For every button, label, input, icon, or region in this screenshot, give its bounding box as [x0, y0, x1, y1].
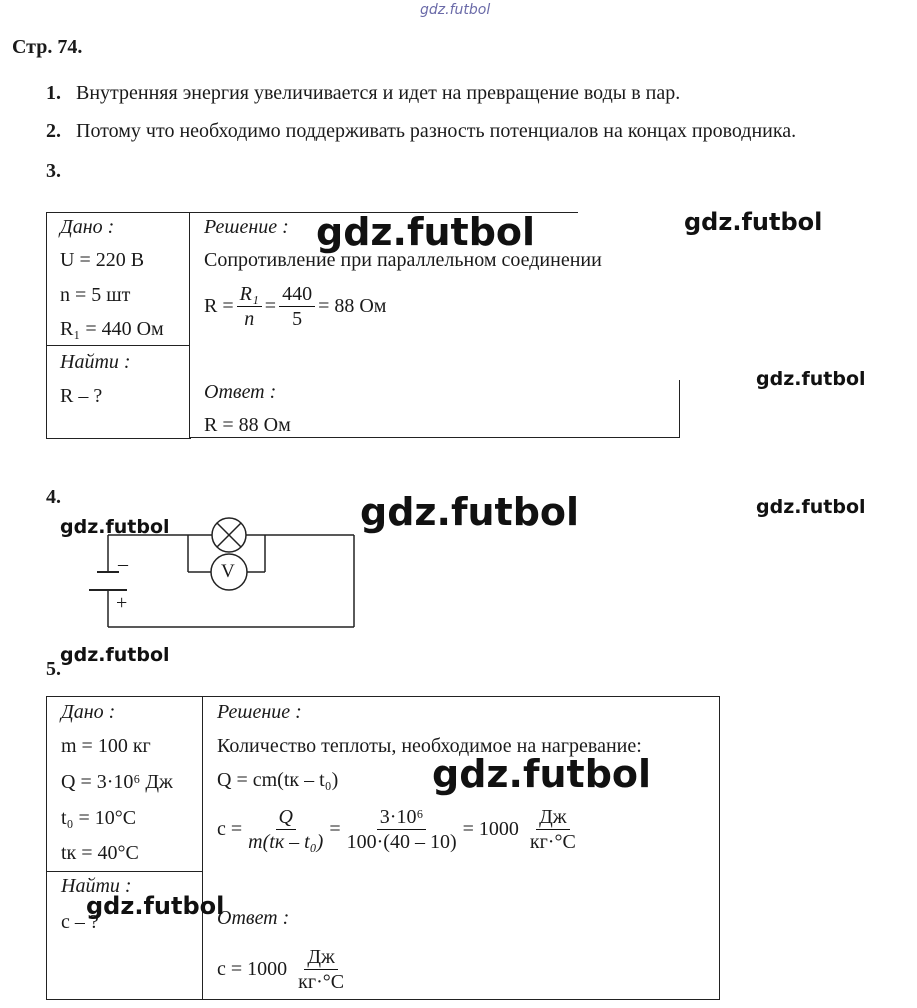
q5-formula2-lhs: c = [217, 818, 243, 840]
q5-formula2-result: = 1000 [462, 818, 519, 840]
question-2-number: 2. [46, 120, 61, 142]
q3-answer-label: Ответ : [204, 381, 277, 403]
q5-given-label: Дано : [61, 701, 116, 723]
battery-minus-label: – [118, 553, 128, 575]
q5-answer-label: Ответ : [217, 907, 290, 929]
q5-given-t0: t₀ = 10°C [61, 807, 137, 829]
q5-frac1-num: Q [276, 805, 296, 830]
question-4-number: 4. [46, 486, 61, 508]
question-2 [46, 120, 796, 143]
q3-given-label: Дано : [60, 216, 115, 238]
q5-formula2 [217, 805, 582, 854]
watermark-5: gdz.futbol [756, 496, 866, 518]
question-2-text: Потому что необходимо поддерживать разность потенциалов на концах проводника. [76, 120, 797, 142]
q3-given-voltage: U = 220 В [60, 249, 145, 271]
watermark-2: gdz.futbol [684, 208, 823, 236]
q3-frac2-num: 440 [279, 282, 315, 307]
q3-frac1-den: n [244, 308, 255, 330]
question-1 [46, 82, 680, 105]
q3-find-label: Найти : [60, 351, 131, 373]
watermark-large-4: gdz.futbol [360, 490, 580, 534]
question-1-text: Внутренняя энергия увеличивается и идет на превращение воды в пар. [76, 82, 681, 104]
q5-answer [217, 945, 350, 994]
watermark-large-1: gdz.futbol [316, 210, 536, 254]
q5-frac2-num: 3·10⁶ [377, 805, 427, 830]
q5-find-label: Найти : [61, 875, 132, 897]
q5-frac1-den: m(tк – t₀) [248, 831, 324, 853]
question-3-number: 3. [46, 160, 61, 182]
q5-frac2-den: 100·(40 – 10) [346, 831, 457, 853]
q5-given-tk: tк = 40°C [61, 842, 139, 864]
q5-unit-num: Дж [536, 805, 569, 830]
q5-answer-unit-den: кг·°C [298, 971, 345, 993]
q3-find: R – ? [60, 385, 103, 407]
q5-answer-unit-num: Дж [304, 945, 337, 970]
q3-given-resistance: R₁ = 440 Ом [60, 318, 164, 340]
q3-given-count: n = 5 шт [60, 284, 131, 306]
question-5-table [46, 696, 720, 1000]
q3-answer: R = 88 Ом [204, 414, 291, 436]
watermark-9: gdz.futbol [86, 892, 225, 920]
q3-formula-lhs: R = [204, 295, 234, 317]
q5-solution-label: Решение : [217, 701, 302, 723]
watermark-7: gdz.futbol [60, 644, 170, 666]
q5-find: c – ? [61, 911, 99, 933]
voltmeter-label: V [221, 561, 235, 582]
q5-formula2-eq: = [329, 818, 341, 840]
watermark-6: gdz.futbol [60, 516, 170, 538]
q5-given-mass: m = 100 кг [61, 735, 151, 757]
q3-solution-text: Сопротивление при параллельном соединении [204, 249, 602, 271]
q5-solution-text: Количество теплоты, необходимое на нагревание: [217, 735, 642, 757]
watermark-top: gdz.futbol [420, 2, 491, 18]
q5-formula1: Q = cm(tк – t₀) [217, 769, 339, 791]
watermark-3: gdz.futbol [756, 368, 866, 390]
q3-formula [204, 282, 386, 331]
q3-formula-result: = 88 Ом [318, 295, 387, 317]
battery-plus-label: + [116, 592, 128, 614]
q5-answer-lhs: c = 1000 [217, 958, 288, 980]
question-5-number: 5. [46, 658, 61, 680]
q5-unit-den: кг·°C [529, 831, 576, 853]
q3-formula-eq: = [264, 295, 277, 317]
q3-frac2-den: 5 [292, 308, 303, 330]
q5-given-heat: Q = 3·10⁶ Дж [61, 771, 173, 793]
q3-frac1-num: R₁ [237, 282, 262, 307]
q3-solution-label: Решение : [204, 216, 289, 238]
watermark-large-8: gdz.futbol [432, 752, 652, 796]
page-title: Стр. 74. [12, 36, 83, 58]
question-1-number: 1. [46, 82, 61, 104]
